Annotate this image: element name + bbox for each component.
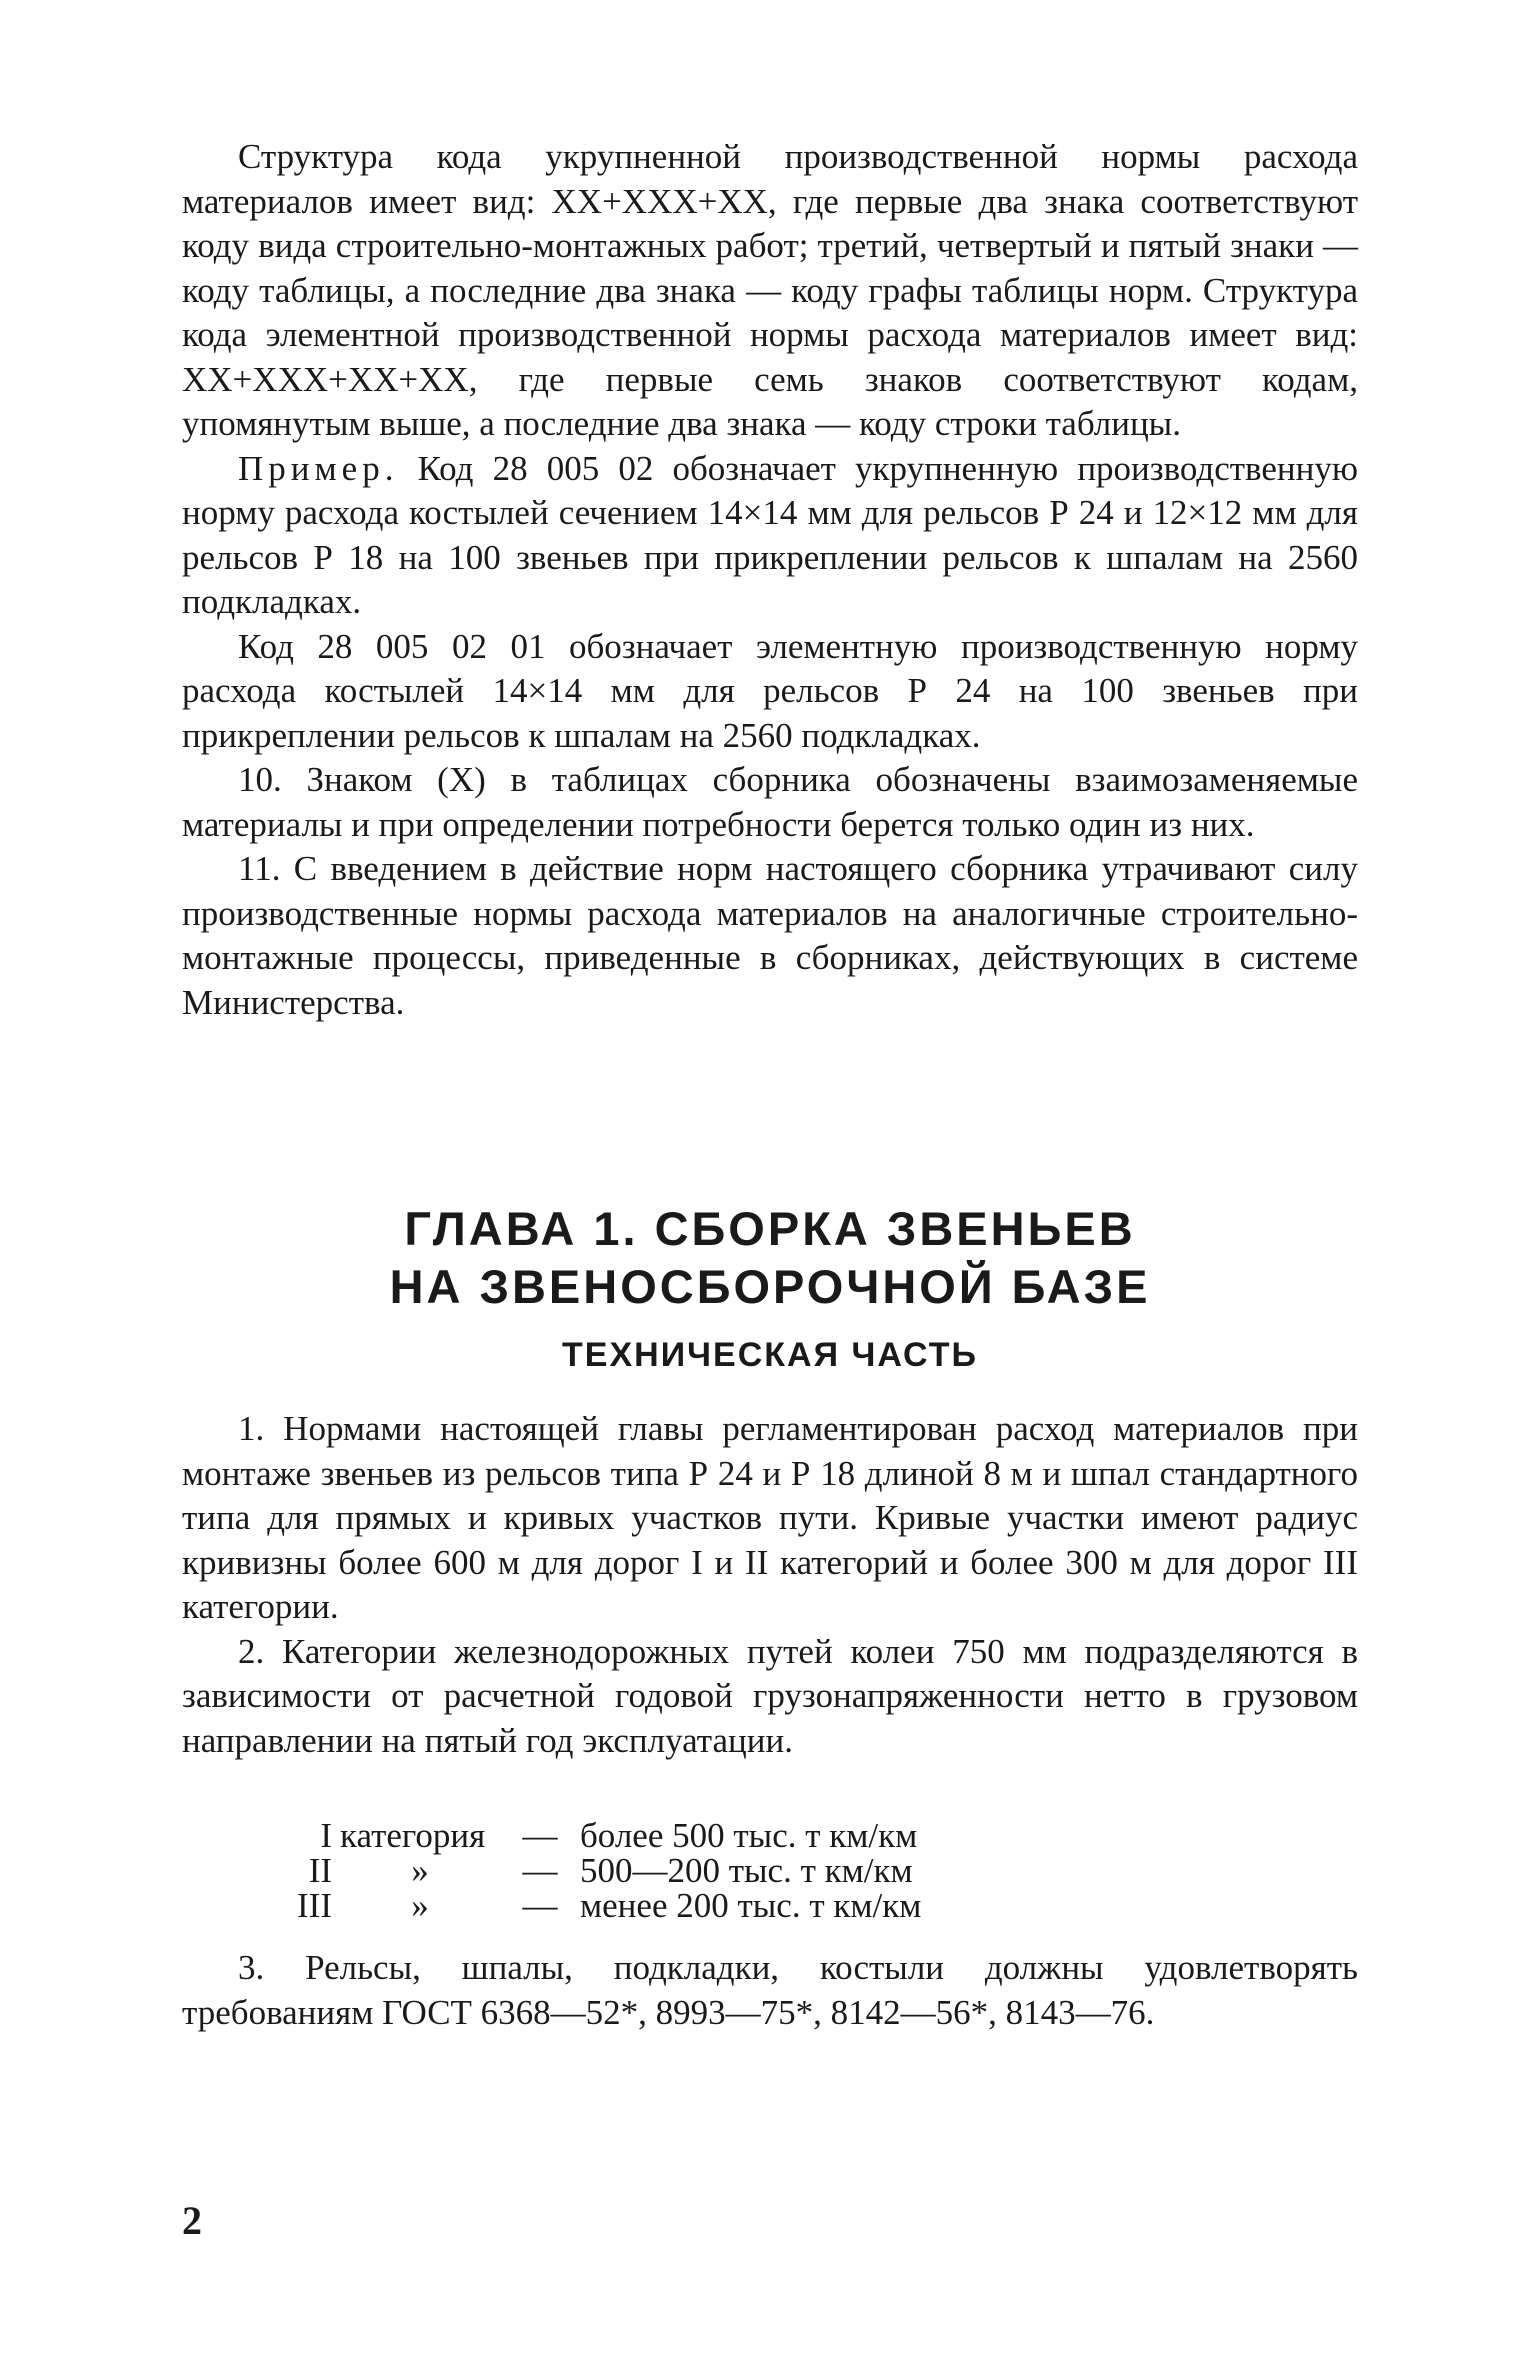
paragraph-requirements: 3. Рельсы, шпалы, подкладки, костыли должны удовлетворять требованиям ГОСТ 6368—52*, 8993—75*, 8142—56*, 8143—76.	[182, 1948, 1358, 2032]
paragraph-10: 10. Знаком (X) в таблицах сборника обозначены взаимозаменяемые материалы и при определении потребности берется только один из них.	[182, 760, 1358, 844]
paragraph-tech-2: 2. Категории железнодорожных путей колеи 750 мм подразделяются в зависимости от расчетной годовой грузонапряженности нетто в грузовом направлении на пятый год эксплуатации.	[182, 1631, 1358, 1760]
category-dash: —	[522, 1886, 558, 1925]
requirements-section	[182, 1946, 1358, 2035]
chapter-subtitle: ТЕХНИЧЕСКАЯ ЧАСТЬ	[562, 1336, 978, 1374]
technical-section	[182, 1407, 1358, 1763]
chapter-title-line-1: ГЛАВА 1. СБОРКА ЗВЕНЬЕВ	[404, 1202, 1136, 1255]
category-value: более 500 тыс. т км/км	[580, 1816, 918, 1855]
category-label: »	[411, 1851, 429, 1890]
category-label: »	[411, 1886, 429, 1925]
paragraph-element-code: Код 28 005 02 01 обозначает элементную производственную норму расхода костылей 14×14 мм для рельсов Р 24 на 100 звеньев при прикреплении рельсов к шпалам на 2560 подкладках.	[182, 626, 1358, 755]
category-number: III	[297, 1886, 332, 1925]
example-label: Пример.	[238, 448, 399, 488]
category-value: 500—200 тыс. т км/км	[580, 1851, 913, 1890]
category-row	[262, 1818, 921, 1853]
category-label: категория	[340, 1816, 486, 1855]
category-row	[262, 1888, 921, 1923]
paragraph-tech-1: 1. Нормами настоящей главы регламентирован расход материалов при монтаже звеньев из рельсов типа Р 24 и Р 18 длиной 8 м и шпал стандартного типа для прямых и кривых участков пути. Кривые участки имеют радиус кривизны более 600 м для дорог I и II категорий и более 300 м для дорог III категории.	[182, 1409, 1358, 1626]
category-list	[262, 1818, 921, 1923]
chapter-title	[182, 1200, 1358, 1316]
page-number: 2	[182, 2198, 202, 2243]
chapter-title-line-2: НА ЗВЕНОСБОРОЧНОЙ БАЗЕ	[389, 1260, 1151, 1313]
category-dash: —	[522, 1816, 558, 1855]
category-value: менее 200 тыс. т км/км	[580, 1886, 922, 1925]
category-number: I	[320, 1816, 332, 1855]
category-dash: —	[522, 1851, 558, 1890]
example-text: Код 28 005 02 обозначает укрупненную производственную норму расхода костылей сечением 14×14 мм для рельсов Р 24 и 12×12 мм для рельсов Р 18 на 100 звеньев при прикреплении рельсов к шпалам на 2560 подкладках.	[182, 448, 1358, 621]
paragraph-code-structure: Структура кода укрупненной производственной нормы расхода материалов имеет вид: XX+XXX+XX, где первые два знака соответствуют коду вида строительно-монтажных работ; третий, четвертый и пятый знаки — коду таблицы, а последние два знака — коду графы таблицы норм. Структура кода элементной производственной нормы расхода материалов имеет вид: XX+XXX+XX+XX, где первые семь знаков соответствуют кодам, упомянутым выше, а последние два знака — коду строки таблицы.	[182, 137, 1358, 443]
paragraph-example	[182, 447, 1358, 625]
category-number: II	[308, 1851, 332, 1890]
category-row	[262, 1853, 921, 1888]
intro-section	[182, 135, 1358, 1025]
paragraph-11: 11. С введением в действие норм настоящего сборника утрачивают силу производственные нормы расхода материалов на аналогичные строительно-монтажные процессы, приведенные в сборниках, действующих в системе Министерства.	[182, 849, 1358, 1022]
